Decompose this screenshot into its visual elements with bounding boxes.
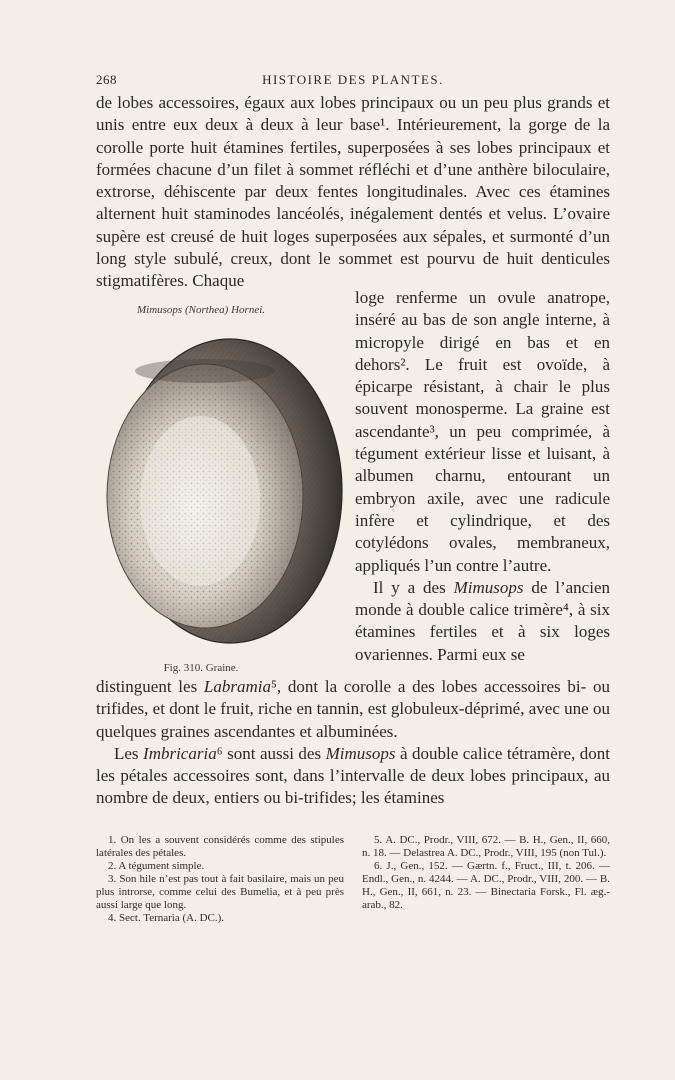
tail-p2-a: Les [114,743,144,763]
wrap-paragraph-2 [355,577,610,666]
genus-imbricaria: Imbricaria [143,743,217,763]
figure-label: Mimusops (Northea) Hornei. [136,304,266,316]
tail-paragraph-2 [96,743,610,810]
footnote-6: 6. J., Gen., 152. — Gærtn. f., Fruct., III, t. 206. — Endl., Gen., n. 4244. — A. DC., Prodr., VIII, 200. — B. H., Gen., II, 661, n. 23. — Binectaria Forsk., Fl. æg.-arab., 82. [362,860,610,911]
figure-seed [96,300,346,700]
wrap-paragraph-1: loge renferme un ovule anatrope, inséré au bas de son angle interne, à micropyle dirigé en bas et en dehors². Le fruit est ovoïde, à épicarpe résistant, à chair le plus souvent monosperme. La graine est ascendante³, un peu comprimée, à tégument extérieur lisse et luisant, à albumen charnu, entourant un embryon axile, avec une radicule infère et cylindrique, et des cotylédons ovales, membraneux, appliqués l’un contre l’autre. [355,288,610,575]
tail-p1-a: distinguent les [96,677,204,696]
running-title: HISTOIRE DES PLANTES. [262,72,444,87]
page-number: 268 [96,72,117,87]
paragraph-1: de lobes accessoires, égaux aux lobes principaux ou un peu plus grands et unis entre eux deux à deux à leur base¹. Intérieurement, la gorge de la corolle porte huit étamines fertiles, superposées à ses lobes principaux et formées chacune d’un filet à sommet réfléchi et d’une anthère biloculaire, extrorse, déhiscente par deux fentes longitudinales. Avec ces étamines alternent huit staminodes lancéolés, inégalement dentés et velus. L’ovaire supère est creusé de huit loges superposées aux sépales, et surmonté d’un long style subulé, creux, dont le sommet est pourvu de huit denticules stigmatifères. Chaque [96,93,610,291]
tail-p2-c: à double calice tétramère, dont les pétales accessoires sont, dans l’intervalle de deux lobes principaux, au nombre de deux, entiers ou bi-trifides; les étamines [96,743,610,808]
wrap-p2-b: de l’ancien monde à double calice trimère⁴, à six étamines fertiles et à six loges ovariennes. Parmi eux se [355,577,610,664]
genus-labramia: Labramia [203,677,271,696]
figure-caption: Fig. 310. Graine. [163,662,239,674]
genus-mimusops: Mimusops [453,577,524,597]
tail-paragraph-1 [96,676,610,743]
tail-p1-b: ⁵, dont la corolle a des lobes accessoires bi- ou trifides, et dont le fruit, riche en tannin, est globuleux-déprimé, avec une ou quelques graines ascendantes et albuminées. [96,677,610,741]
footnote-1: 1. On les a souvent considérés comme des stipules latérales des pétales. [96,834,344,859]
genus-mimusops-2: Mimusops [325,743,396,763]
footnotes-right [362,834,610,912]
running-head [96,72,610,90]
wrap-p2-a: Il y a des [373,577,454,597]
footnote-2: 2. A tégument simple. [108,860,205,872]
footnote-5: 5. A. DC., Prodr., VIII, 672. — B. H., Gen., II, 660, n. 18. — Delastrea A. DC., Prodr., VIII, 195 (non Tul.). [362,834,610,859]
seed-engraving [100,326,360,656]
footnote-3: 3. Son hile n’est pas tout à fait basilaire, mais un peu plus introrse, comme celui des Bumelia, et à peu près aussi large que long. [96,873,344,911]
footnotes-left [96,834,344,925]
footnote-4: 4. Sect. Ternaria (A. DC.). [108,912,225,924]
tail-p2-b: ⁶ sont aussi des [216,743,326,763]
main-paragraph [96,92,610,293]
wrapped-text [355,287,610,666]
continued-text [96,676,610,810]
